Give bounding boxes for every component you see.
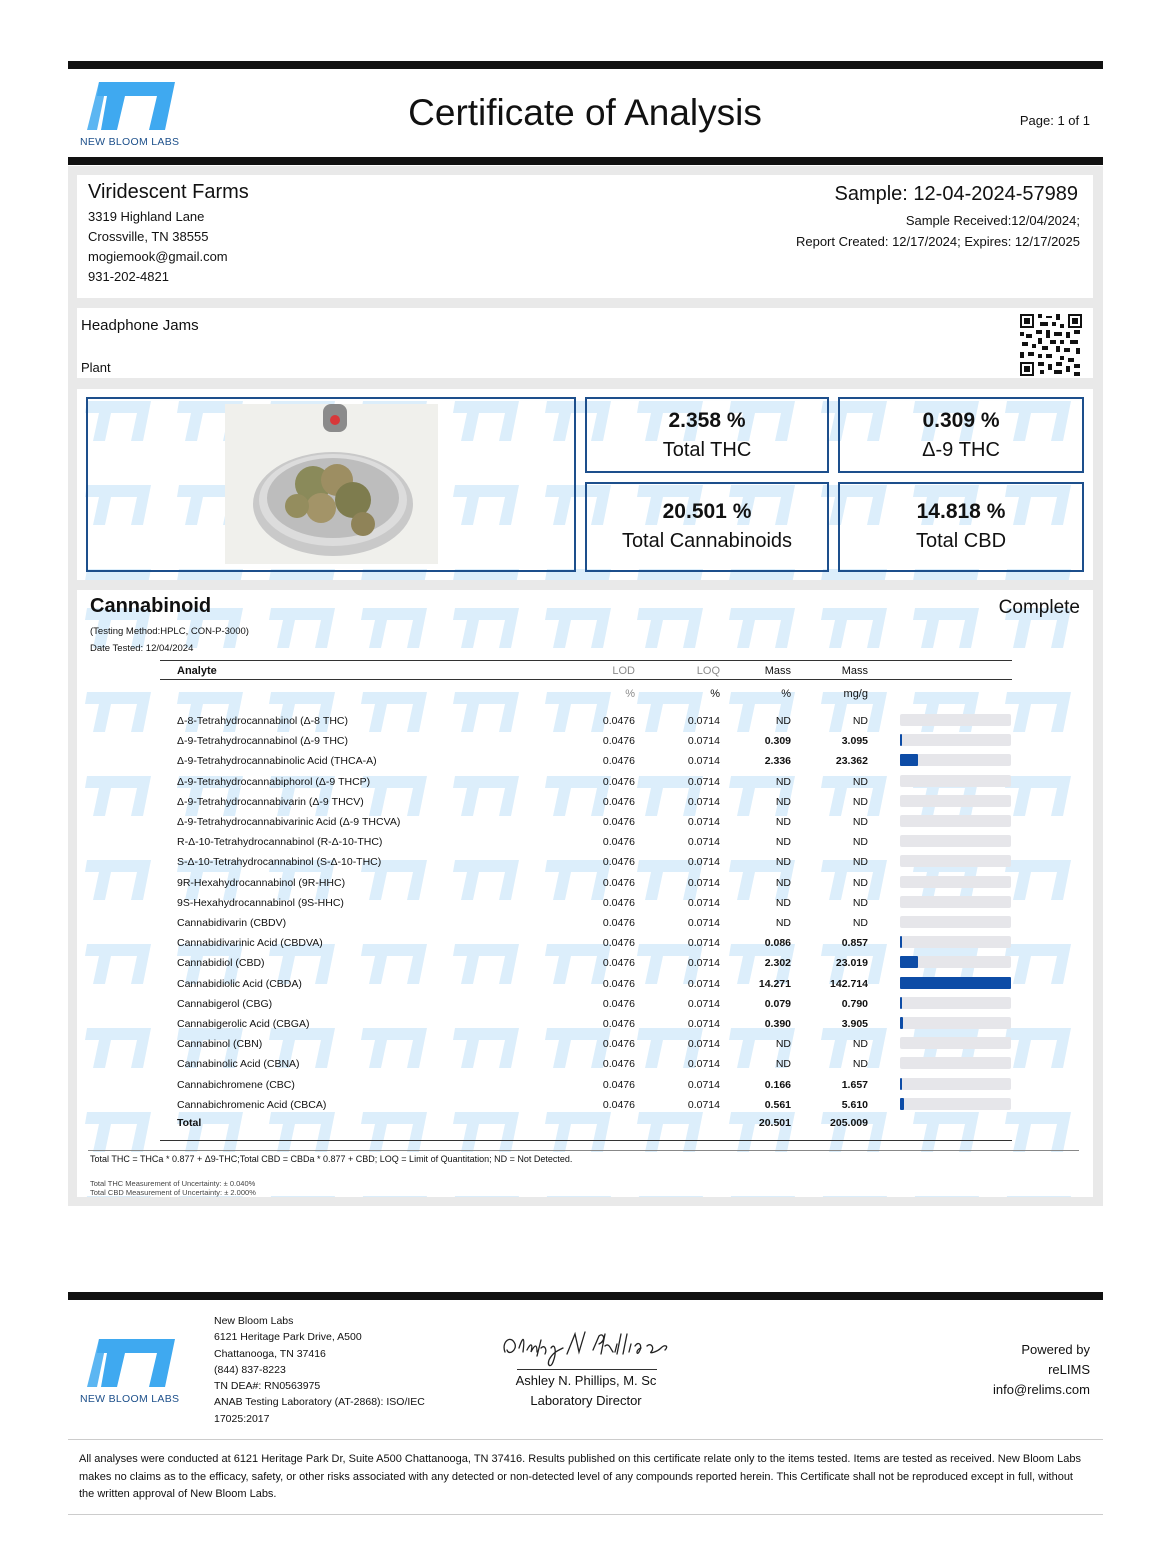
col-analyte: Analyte	[177, 665, 217, 677]
header-rule	[68, 157, 1103, 165]
analyte-bar-track	[900, 775, 1011, 787]
analyte-name: Δ-9-Tetrahydrocannabivarinic Acid (Δ-9 THCVA)	[177, 816, 401, 828]
sample-dish-image	[225, 404, 438, 564]
analyte-lod: 0.0476	[602, 998, 635, 1010]
d9-thc-card	[838, 397, 1084, 473]
analyte-mass-mgg: 0.790	[841, 998, 868, 1010]
analyte-mass-mgg: 3.905	[841, 1018, 868, 1030]
analyte-loq: 0.0714	[687, 776, 720, 788]
analyte-mass-mgg: 0.857	[841, 937, 868, 949]
analyte-mass-pct: 14.271	[758, 978, 791, 990]
analyte-loq: 0.0714	[687, 1038, 720, 1050]
analyte-mass-pct: ND	[775, 836, 791, 848]
analyte-bar-track	[900, 714, 1011, 726]
analyte-bar-fill	[900, 1098, 904, 1110]
header-logo-text: NEW BLOOM LABS	[80, 136, 180, 148]
lab-info-line: 17025:2017	[214, 1412, 270, 1425]
analyte-lod: 0.0476	[602, 877, 635, 889]
analyte-lod: 0.0476	[602, 957, 635, 969]
analyte-bar-fill	[900, 1017, 903, 1029]
analyte-mass-mgg: ND	[852, 1058, 868, 1070]
analyte-loq: 0.0714	[687, 1079, 720, 1091]
analyte-lod: 0.0476	[602, 897, 635, 909]
lab-info-line: TN DEA#: RN0563975	[214, 1380, 321, 1393]
analyte-bar-fill	[900, 936, 902, 948]
disclaimer-bottom-rule	[68, 1514, 1103, 1515]
analyte-lod: 0.0476	[602, 1079, 635, 1091]
analyte-mass-mgg: ND	[852, 897, 868, 909]
analyte-name: Cannabinolic Acid (CBNA)	[177, 1058, 300, 1070]
analyte-bar-fill	[900, 997, 902, 1009]
analyte-lod: 0.0476	[602, 715, 635, 727]
analyte-mass-pct: 0.390	[764, 1018, 791, 1030]
analyte-lod: 0.0476	[602, 937, 635, 949]
page-number: Page: 1 of 1	[1019, 113, 1090, 128]
footer-logo-text: NEW BLOOM LABS	[80, 1393, 180, 1405]
analyte-lod: 0.0476	[602, 1058, 635, 1070]
analyte-loq: 0.0714	[687, 897, 720, 909]
analyte-mass-pct: 0.561	[764, 1099, 791, 1111]
analyte-loq: 0.0714	[687, 836, 720, 848]
date-tested: Date Tested: 12/04/2024	[90, 643, 194, 654]
analyte-loq: 0.0714	[687, 957, 720, 969]
client-name: Viridescent Farms	[88, 181, 249, 203]
analyte-loq: 0.0714	[687, 998, 720, 1010]
total-mgg: 205.009	[830, 1117, 868, 1129]
analyte-name: Cannabidiolic Acid (CBDA)	[177, 978, 302, 990]
footer-logo	[80, 1339, 179, 1405]
unit-loq: %	[710, 688, 720, 700]
lab-info-line: New Bloom Labs	[214, 1315, 294, 1327]
total-thc-label: Total THC	[662, 439, 752, 461]
product-type: Plant	[81, 360, 111, 375]
client-address-line2: Crossville, TN 38555	[88, 229, 209, 244]
uncertainty-thc: Total THC Measurement of Uncertainty: ± 0.040%	[90, 1179, 256, 1188]
col-loq: LOQ	[696, 665, 720, 677]
analyte-bar-track	[900, 1017, 1011, 1029]
unit-lod: %	[625, 688, 635, 700]
analyte-loq: 0.0714	[687, 978, 720, 990]
d9-thc-value: 0.309 %	[922, 409, 1000, 432]
analyte-name: Cannabinol (CBN)	[177, 1038, 263, 1050]
analyte-name: Cannabidivarinic Acid (CBDVA)	[177, 937, 323, 949]
analyte-name: Cannabigerol (CBG)	[177, 998, 273, 1010]
section-status: Complete	[998, 597, 1080, 618]
table-top-rule	[160, 660, 1012, 661]
powered-by-line1: Powered by	[1021, 1342, 1090, 1357]
analyte-name: 9S-Hexahydrocannabinol (9S-HHC)	[177, 897, 344, 909]
total-cbd-value: 14.818 %	[916, 500, 1006, 523]
analyte-mass-mgg: ND	[852, 796, 868, 808]
report-dates: Report Created: 12/17/2024; Expires: 12/17/2025	[795, 234, 1080, 249]
analyte-lod: 0.0476	[602, 917, 635, 929]
product-name: Headphone Jams	[81, 317, 199, 334]
lab-info-line: ANAB Testing Laboratory (AT-2868): ISO/IEC	[214, 1396, 425, 1409]
analyte-bar-fill	[900, 977, 1011, 989]
analyte-lod: 0.0476	[602, 1038, 635, 1050]
total-cannabinoids-card	[585, 482, 829, 572]
analyte-mass-pct: ND	[775, 897, 791, 909]
total-pct: 20.501	[758, 1117, 791, 1129]
analyte-bar-track	[900, 876, 1011, 888]
analyte-mass-mgg: ND	[852, 917, 868, 929]
analyte-name: Δ-9-Tetrahydrocannabinolic Acid (THCA-A)	[177, 755, 377, 767]
analyte-name: Cannabidivarin (CBDV)	[177, 917, 287, 929]
analyte-mass-pct: 0.086	[764, 937, 791, 949]
total-thc-card	[585, 397, 829, 473]
analyte-name: Δ-8-Tetrahydrocannabinol (Δ-8 THC)	[177, 715, 349, 727]
analyte-mass-mgg: 1.657	[841, 1079, 868, 1091]
analyte-mass-pct: ND	[775, 715, 791, 727]
analyte-mass-mgg: 5.610	[841, 1099, 868, 1111]
analyte-mass-pct: ND	[775, 1038, 791, 1050]
unit-mass-pct: %	[781, 688, 791, 700]
analyte-lod: 0.0476	[602, 836, 635, 848]
analyte-name: R-Δ-10-Tetrahydrocannabinol (R-Δ-10-THC)	[177, 836, 383, 848]
analyte-bar-track	[900, 815, 1011, 827]
analyte-mass-mgg: ND	[852, 877, 868, 889]
sample-photo	[225, 404, 438, 564]
analyte-mass-mgg: ND	[852, 715, 868, 727]
analyte-loq: 0.0714	[687, 1058, 720, 1070]
analyte-name: Δ-9-Tetrahydrocannabiphorol (Δ-9 THCP)	[177, 776, 371, 788]
analyte-loq: 0.0714	[687, 816, 720, 828]
analyte-bar-track	[900, 1037, 1011, 1049]
powered-by-line2: reLIMS	[1048, 1362, 1090, 1377]
analyte-loq: 0.0714	[687, 796, 720, 808]
analyte-bar-track	[900, 936, 1011, 948]
footer-rule	[68, 1292, 1103, 1300]
analyte-name: Cannabigerolic Acid (CBGA)	[177, 1018, 310, 1030]
d9-thc-label: Δ-9 THC	[922, 439, 1000, 461]
analyte-loq: 0.0714	[687, 1018, 720, 1030]
lab-info-line: Chattanooga, TN 37416	[214, 1347, 326, 1360]
col-lod: LOD	[612, 665, 635, 677]
analyte-name: Cannabichromene (CBC)	[177, 1079, 295, 1091]
table-header-rule	[160, 679, 1012, 680]
col-mass-pct: Mass	[764, 665, 791, 677]
total-cbd-card	[838, 482, 1084, 572]
analyte-mass-mgg: ND	[852, 776, 868, 788]
analyte-lod: 0.0476	[602, 755, 635, 767]
analyte-loq: 0.0714	[687, 937, 720, 949]
analyte-mass-mgg: ND	[852, 1038, 868, 1050]
total-label: Total	[177, 1117, 202, 1129]
analyte-bar-fill	[900, 754, 918, 766]
analyte-mass-pct: ND	[775, 917, 791, 929]
new-bloom-labs-logo-icon	[85, 1339, 175, 1387]
analyte-mass-pct: ND	[775, 776, 791, 788]
analyte-name: Δ-9-Tetrahydrocannabivarin (Δ-9 THCV)	[177, 796, 364, 808]
disclaimer-top-rule	[68, 1439, 1103, 1440]
analyte-lod: 0.0476	[602, 1099, 635, 1111]
signature-line	[517, 1369, 657, 1370]
footnote-rule	[88, 1150, 1079, 1151]
document-title: Certificate of Analysis	[408, 92, 762, 133]
testing-method: (Testing Method:HPLC, CON-P-3000)	[90, 626, 249, 637]
analyte-mass-pct: 0.079	[764, 998, 791, 1010]
analyte-bar-track	[900, 1078, 1011, 1090]
analyte-lod: 0.0476	[602, 978, 635, 990]
analyte-lod: 0.0476	[602, 1018, 635, 1030]
sample-received: Sample Received:12/04/2024;	[905, 213, 1080, 228]
analyte-mass-pct: 2.336	[764, 755, 791, 767]
total-cannabinoids-label: Total Cannabinoids	[621, 530, 793, 552]
analyte-mass-mgg: 142.714	[830, 978, 868, 990]
analyte-mass-mgg: ND	[852, 856, 868, 868]
total-cannabinoids-value: 20.501 %	[662, 500, 752, 523]
analyte-bar-track	[900, 795, 1011, 807]
analyte-loq: 0.0714	[687, 917, 720, 929]
client-email: mogiemook@gmail.com	[88, 249, 228, 264]
unit-mass-mgg: mg/g	[843, 688, 868, 700]
analyte-mass-mgg: 23.362	[835, 755, 868, 767]
disclaimer-text: All analyses were conducted at 6121 Heritage Park Dr, Suite A500 Chattanooga, TN 37416. Results published on this certificate relate only to the items tested. Items are tested as received. New Bloom Labs makes no claims as to the efficacy, safety, or other risks associated with any detected or non-detected level of any compounds reported herein. This Certificate shall not be reproduced except in full, without the written approval of New Bloom Labs.	[79, 1453, 1081, 1500]
table-bottom-rule	[160, 1140, 1012, 1141]
col-mass-mgg: Mass	[841, 665, 868, 677]
analyte-lod: 0.0476	[602, 856, 635, 868]
analyte-loq: 0.0714	[687, 877, 720, 889]
analyte-name: Δ-9-Tetrahydrocannabinol (Δ-9 THC)	[177, 735, 349, 747]
analyte-bar-track	[900, 916, 1011, 928]
client-address-line1: 3319 Highland Lane	[88, 209, 205, 224]
calculation-footnote: Total THC = THCa * 0.877 + Δ9-THC;Total CBD = CBDa * 0.877 + CBD; LOQ = Limit of Quantitation; ND = Not Detected.	[90, 1154, 573, 1164]
analyte-name: 9R-Hexahydrocannabinol (9R-HHC)	[177, 877, 346, 889]
product-panel	[77, 308, 1093, 378]
analyte-lod: 0.0476	[602, 776, 635, 788]
analyte-mass-pct: 0.309	[764, 735, 791, 747]
analyte-lod: 0.0476	[602, 816, 635, 828]
analyte-lod: 0.0476	[602, 735, 635, 747]
analyte-bar-fill	[900, 956, 918, 968]
analyte-name: Cannabidiol (CBD)	[177, 957, 265, 969]
analyte-mass-mgg: ND	[852, 836, 868, 848]
total-thc-value: 2.358 %	[668, 409, 746, 432]
analyte-name: S-Δ-10-Tetrahydrocannabinol (S-Δ-10-THC)	[177, 856, 382, 868]
analyte-bar-track	[900, 997, 1011, 1009]
signer-title: Laboratory Director	[530, 1393, 642, 1408]
lab-contact-info	[214, 1313, 425, 1427]
analyte-loq: 0.0714	[687, 715, 720, 727]
analyte-bar-fill	[900, 1078, 902, 1090]
analyte-bar-track	[900, 855, 1011, 867]
analyte-lod: 0.0476	[602, 796, 635, 808]
analyte-bar-track	[900, 896, 1011, 908]
top-rule	[68, 61, 1103, 69]
lab-info-line: 6121 Heritage Park Drive, A500	[214, 1331, 362, 1344]
lab-info-line: (844) 837-8223	[214, 1363, 286, 1376]
analyte-mass-mgg: ND	[852, 816, 868, 828]
analyte-mass-pct: ND	[775, 877, 791, 889]
analyte-mass-pct: ND	[775, 816, 791, 828]
uncertainty-cbd: Total CBD Measurement of Uncertainty: ± 2.000%	[90, 1188, 256, 1197]
analyte-name: Cannabichromenic Acid (CBCA)	[177, 1099, 327, 1111]
analyte-bar-track	[900, 1098, 1011, 1110]
analyte-mass-pct: ND	[775, 1058, 791, 1070]
analyte-bar-track	[900, 835, 1011, 847]
total-cbd-label: Total CBD	[915, 530, 1007, 552]
analyte-bar-track	[900, 734, 1011, 746]
analyte-loq: 0.0714	[687, 735, 720, 747]
analyte-mass-pct: ND	[775, 856, 791, 868]
analyte-mass-pct: 2.302	[764, 957, 791, 969]
section-title: Cannabinoid	[90, 595, 212, 617]
sample-id: Sample: 12-04-2024-57989	[834, 183, 1078, 205]
analyte-mass-mgg: 3.095	[841, 735, 868, 747]
analyte-mass-pct: 0.166	[764, 1079, 791, 1091]
analyte-bar-track	[900, 1057, 1011, 1069]
qr-code-icon	[1020, 314, 1082, 376]
signer-name: Ashley N. Phillips, M. Sc	[515, 1373, 657, 1388]
analyte-mass-mgg: 23.019	[835, 957, 868, 969]
analyte-mass-pct: ND	[775, 796, 791, 808]
client-phone: 931-202-4821	[88, 269, 169, 284]
analyte-loq: 0.0714	[687, 755, 720, 767]
powered-by-email[interactable]: info@relims.com	[993, 1382, 1090, 1397]
signature-icon	[497, 1322, 677, 1372]
analyte-bar-fill	[900, 734, 902, 746]
analyte-loq: 0.0714	[687, 1099, 720, 1111]
analyte-loq: 0.0714	[687, 856, 720, 868]
